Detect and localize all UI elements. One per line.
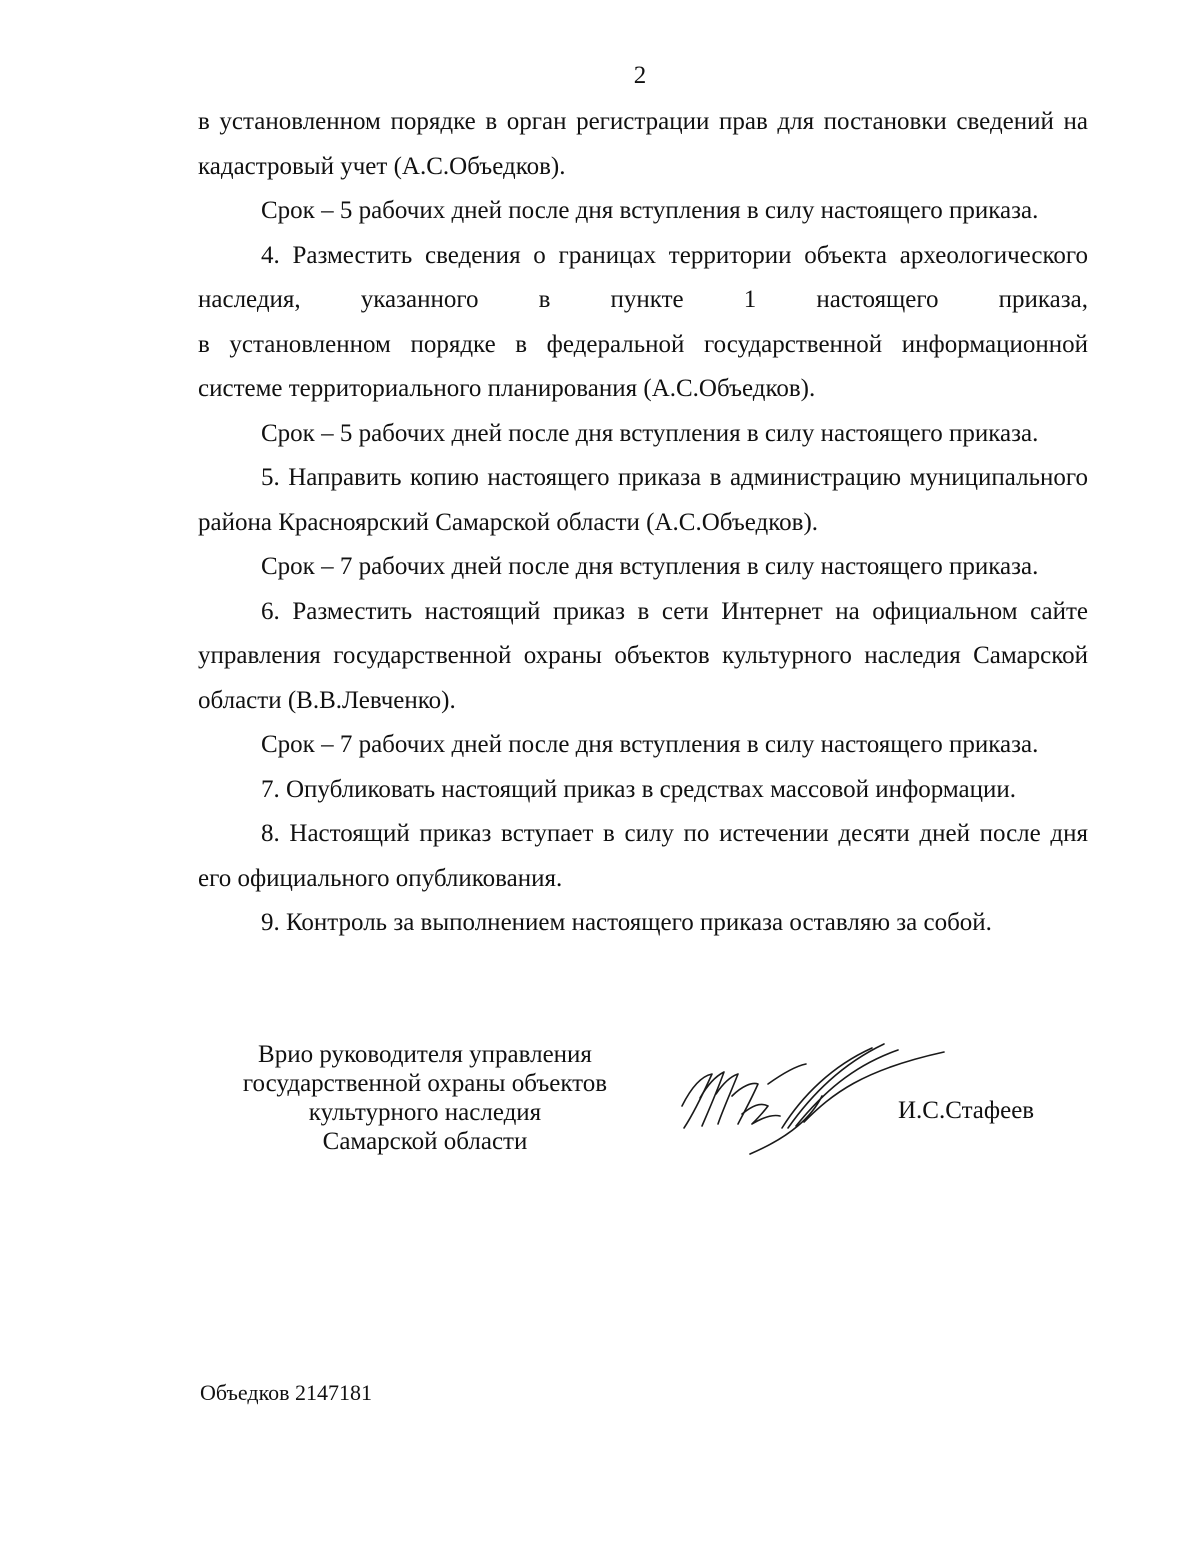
document-body <box>198 100 1088 946</box>
signatory-position <box>200 1040 650 1156</box>
paragraph-item-9: 9. Контроль за выполнением настоящего приказа оставляю за собой. <box>261 909 992 936</box>
paragraph-deadline-4: Срок – 7 рабочих дней после дня вступления в силу настоящего приказа. <box>261 731 1039 758</box>
paragraph-item-8: 8. Настоящий приказ вступает в силу по истечении десяти дней после дня его официального опубликования. <box>198 820 1088 892</box>
paragraph-deadline-3: Срок – 7 рабочих дней после дня вступления в силу настоящего приказа. <box>261 553 1039 580</box>
paragraph-item-6: 6. Разместить настоящий приказ в сети Интернет на официальном сайте управления государственной охраны объектов культурного наследия Самарской области (В.В.Левченко). <box>198 597 1088 714</box>
handwritten-signature <box>672 1036 952 1156</box>
signer-name: И.С.Стафеев <box>898 1097 1035 1124</box>
paragraph-item-4b: в установленном порядке в федеральной государственной информационной системе территориального планирования (А.С.Объедков). <box>198 330 1088 402</box>
paragraph-item-7: 7. Опубликовать настоящий приказ в средствах массовой информации. <box>261 775 1017 803</box>
position-line: культурного наследия <box>308 1099 542 1126</box>
executor-contact: Объедков 2147181 <box>200 1380 373 1405</box>
page-number: 2 <box>633 62 647 89</box>
paragraph-deadline-2: Срок – 5 рабочих дней после дня вступления в силу настоящего приказа. <box>261 419 1039 447</box>
paragraph-item-5: 5. Направить копию настоящего приказа в администрацию муниципального района Красноярский Самарской области (А.С.Объедков). <box>198 464 1088 536</box>
position-line: Врио руководителя управления <box>258 1041 592 1068</box>
position-line: Самарской области <box>322 1128 528 1155</box>
position-line: государственной охраны объектов <box>242 1070 608 1097</box>
paragraph-deadline-1: Срок – 5 рабочих дней после дня вступления в силу настоящего приказа. <box>261 197 1039 224</box>
paragraph-1: в установленном порядке в орган регистрации прав для постановки сведений на кадастровый учет (А.С.Объедков). <box>198 108 1088 180</box>
paragraph-item-4a: 4. Разместить сведения о границах территории объекта археологического наследия, указанного в пункте 1 настоящего приказа, <box>198 241 1088 313</box>
